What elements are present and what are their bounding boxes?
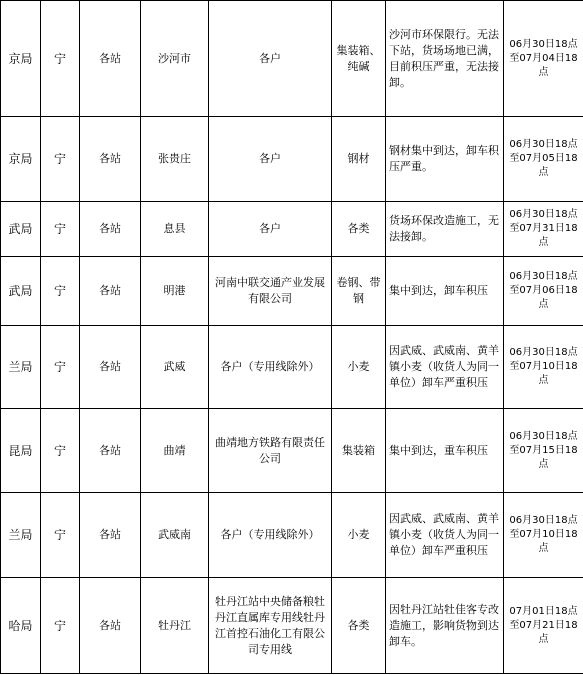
cargo-cell: 卷钢、带钢	[332, 257, 386, 326]
consignee-cell: 牡丹江站中央储备粮牡丹江直属库专用线牡丹江首控石油化工有限公司专用线	[209, 578, 332, 674]
consignee-cell: 各户（专用线除外）	[209, 493, 332, 578]
period-cell: 06月30日18点至07月10日18点	[504, 326, 583, 409]
destination-cell: 宁	[41, 578, 80, 674]
station-cell: 沙河市	[141, 1, 209, 117]
destination-cell: 宁	[41, 202, 80, 257]
consignee-cell: 曲靖地方铁路有限责任公司	[209, 409, 332, 493]
cargo-cell: 小麦	[332, 493, 386, 578]
reason-cell: 因武威、武威南、黄羊镇小麦（收货人为同一单位）卸车严重积压	[386, 493, 504, 578]
period-cell: 07月01日18点至07月21日18点	[504, 578, 583, 674]
station-cell: 武威	[141, 326, 209, 409]
station-scope-cell: 各站	[80, 1, 141, 117]
table-row	[1, 257, 583, 326]
bureau-cell: 武局	[1, 257, 41, 326]
reason-cell: 因牡丹江站牡佳客专改造施工，影响货物到达卸车。	[386, 578, 504, 674]
consignee-cell: 各户	[209, 202, 332, 257]
table-row	[1, 578, 583, 674]
consignee-cell: 各户（专用线除外）	[209, 326, 332, 409]
station-scope-cell: 各站	[80, 257, 141, 326]
period-cell: 06月30日18点至07月31日18点	[504, 202, 583, 257]
station-scope-cell: 各站	[80, 326, 141, 409]
station-scope-cell: 各站	[80, 409, 141, 493]
bureau-cell: 京局	[1, 117, 41, 202]
period-cell: 06月30日18点至07月10日18点	[504, 493, 583, 578]
reason-cell: 集中到达，重车积压	[386, 409, 504, 493]
destination-cell: 宁	[41, 326, 80, 409]
reason-cell: 货场环保改造施工，无法接卸。	[386, 202, 504, 257]
consignee-cell: 各户	[209, 1, 332, 117]
reason-cell: 钢材集中到达，卸车积压严重。	[386, 117, 504, 202]
destination-cell: 宁	[41, 493, 80, 578]
bureau-cell: 昆局	[1, 409, 41, 493]
table-row	[1, 117, 583, 202]
station-scope-cell: 各站	[80, 578, 141, 674]
destination-cell: 宁	[41, 409, 80, 493]
bureau-cell: 兰局	[1, 326, 41, 409]
reason-cell: 因武威、武威南、黄羊镇小麦（收货人为同一单位）卸车严重积压	[386, 326, 504, 409]
station-scope-cell: 各站	[80, 493, 141, 578]
reason-cell: 集中到达，卸车积压	[386, 257, 504, 326]
station-scope-cell: 各站	[80, 202, 141, 257]
cargo-cell: 钢材	[332, 117, 386, 202]
table-row	[1, 1, 583, 117]
consignee-cell: 各户	[209, 117, 332, 202]
period-cell: 06月30日18点至07月04日18点	[504, 1, 583, 117]
consignee-cell: 河南中联交通产业发展有限公司	[209, 257, 332, 326]
bureau-cell: 哈局	[1, 578, 41, 674]
station-cell: 曲靖	[141, 409, 209, 493]
cargo-cell: 小麦	[332, 326, 386, 409]
bureau-cell: 京局	[1, 1, 41, 117]
station-cell: 牡丹江	[141, 578, 209, 674]
table-row	[1, 326, 583, 409]
period-cell: 06月30日18点至07月05日18点	[504, 117, 583, 202]
reason-cell: 沙河市环保限行。无法下站，货场场地已满，目前积压严重，无法接卸。	[386, 1, 504, 117]
table-row	[1, 202, 583, 257]
station-cell: 明港	[141, 257, 209, 326]
cargo-cell: 集装箱	[332, 409, 386, 493]
table-row	[1, 493, 583, 578]
table-row	[1, 409, 583, 493]
period-cell: 06月30日18点至07月15日18点	[504, 409, 583, 493]
destination-cell: 宁	[41, 117, 80, 202]
station-cell: 息县	[141, 202, 209, 257]
station-scope-cell: 各站	[80, 117, 141, 202]
cargo-cell: 集装箱、纯碱	[332, 1, 386, 117]
bureau-cell: 兰局	[1, 493, 41, 578]
period-cell: 06月30日18点至07月06日18点	[504, 257, 583, 326]
cargo-cell: 各类	[332, 202, 386, 257]
bureau-cell: 武局	[1, 202, 41, 257]
station-cell: 张贵庄	[141, 117, 209, 202]
cargo-cell: 各类	[332, 578, 386, 674]
destination-cell: 宁	[41, 1, 80, 117]
destination-cell: 宁	[41, 257, 80, 326]
station-cell: 武威南	[141, 493, 209, 578]
